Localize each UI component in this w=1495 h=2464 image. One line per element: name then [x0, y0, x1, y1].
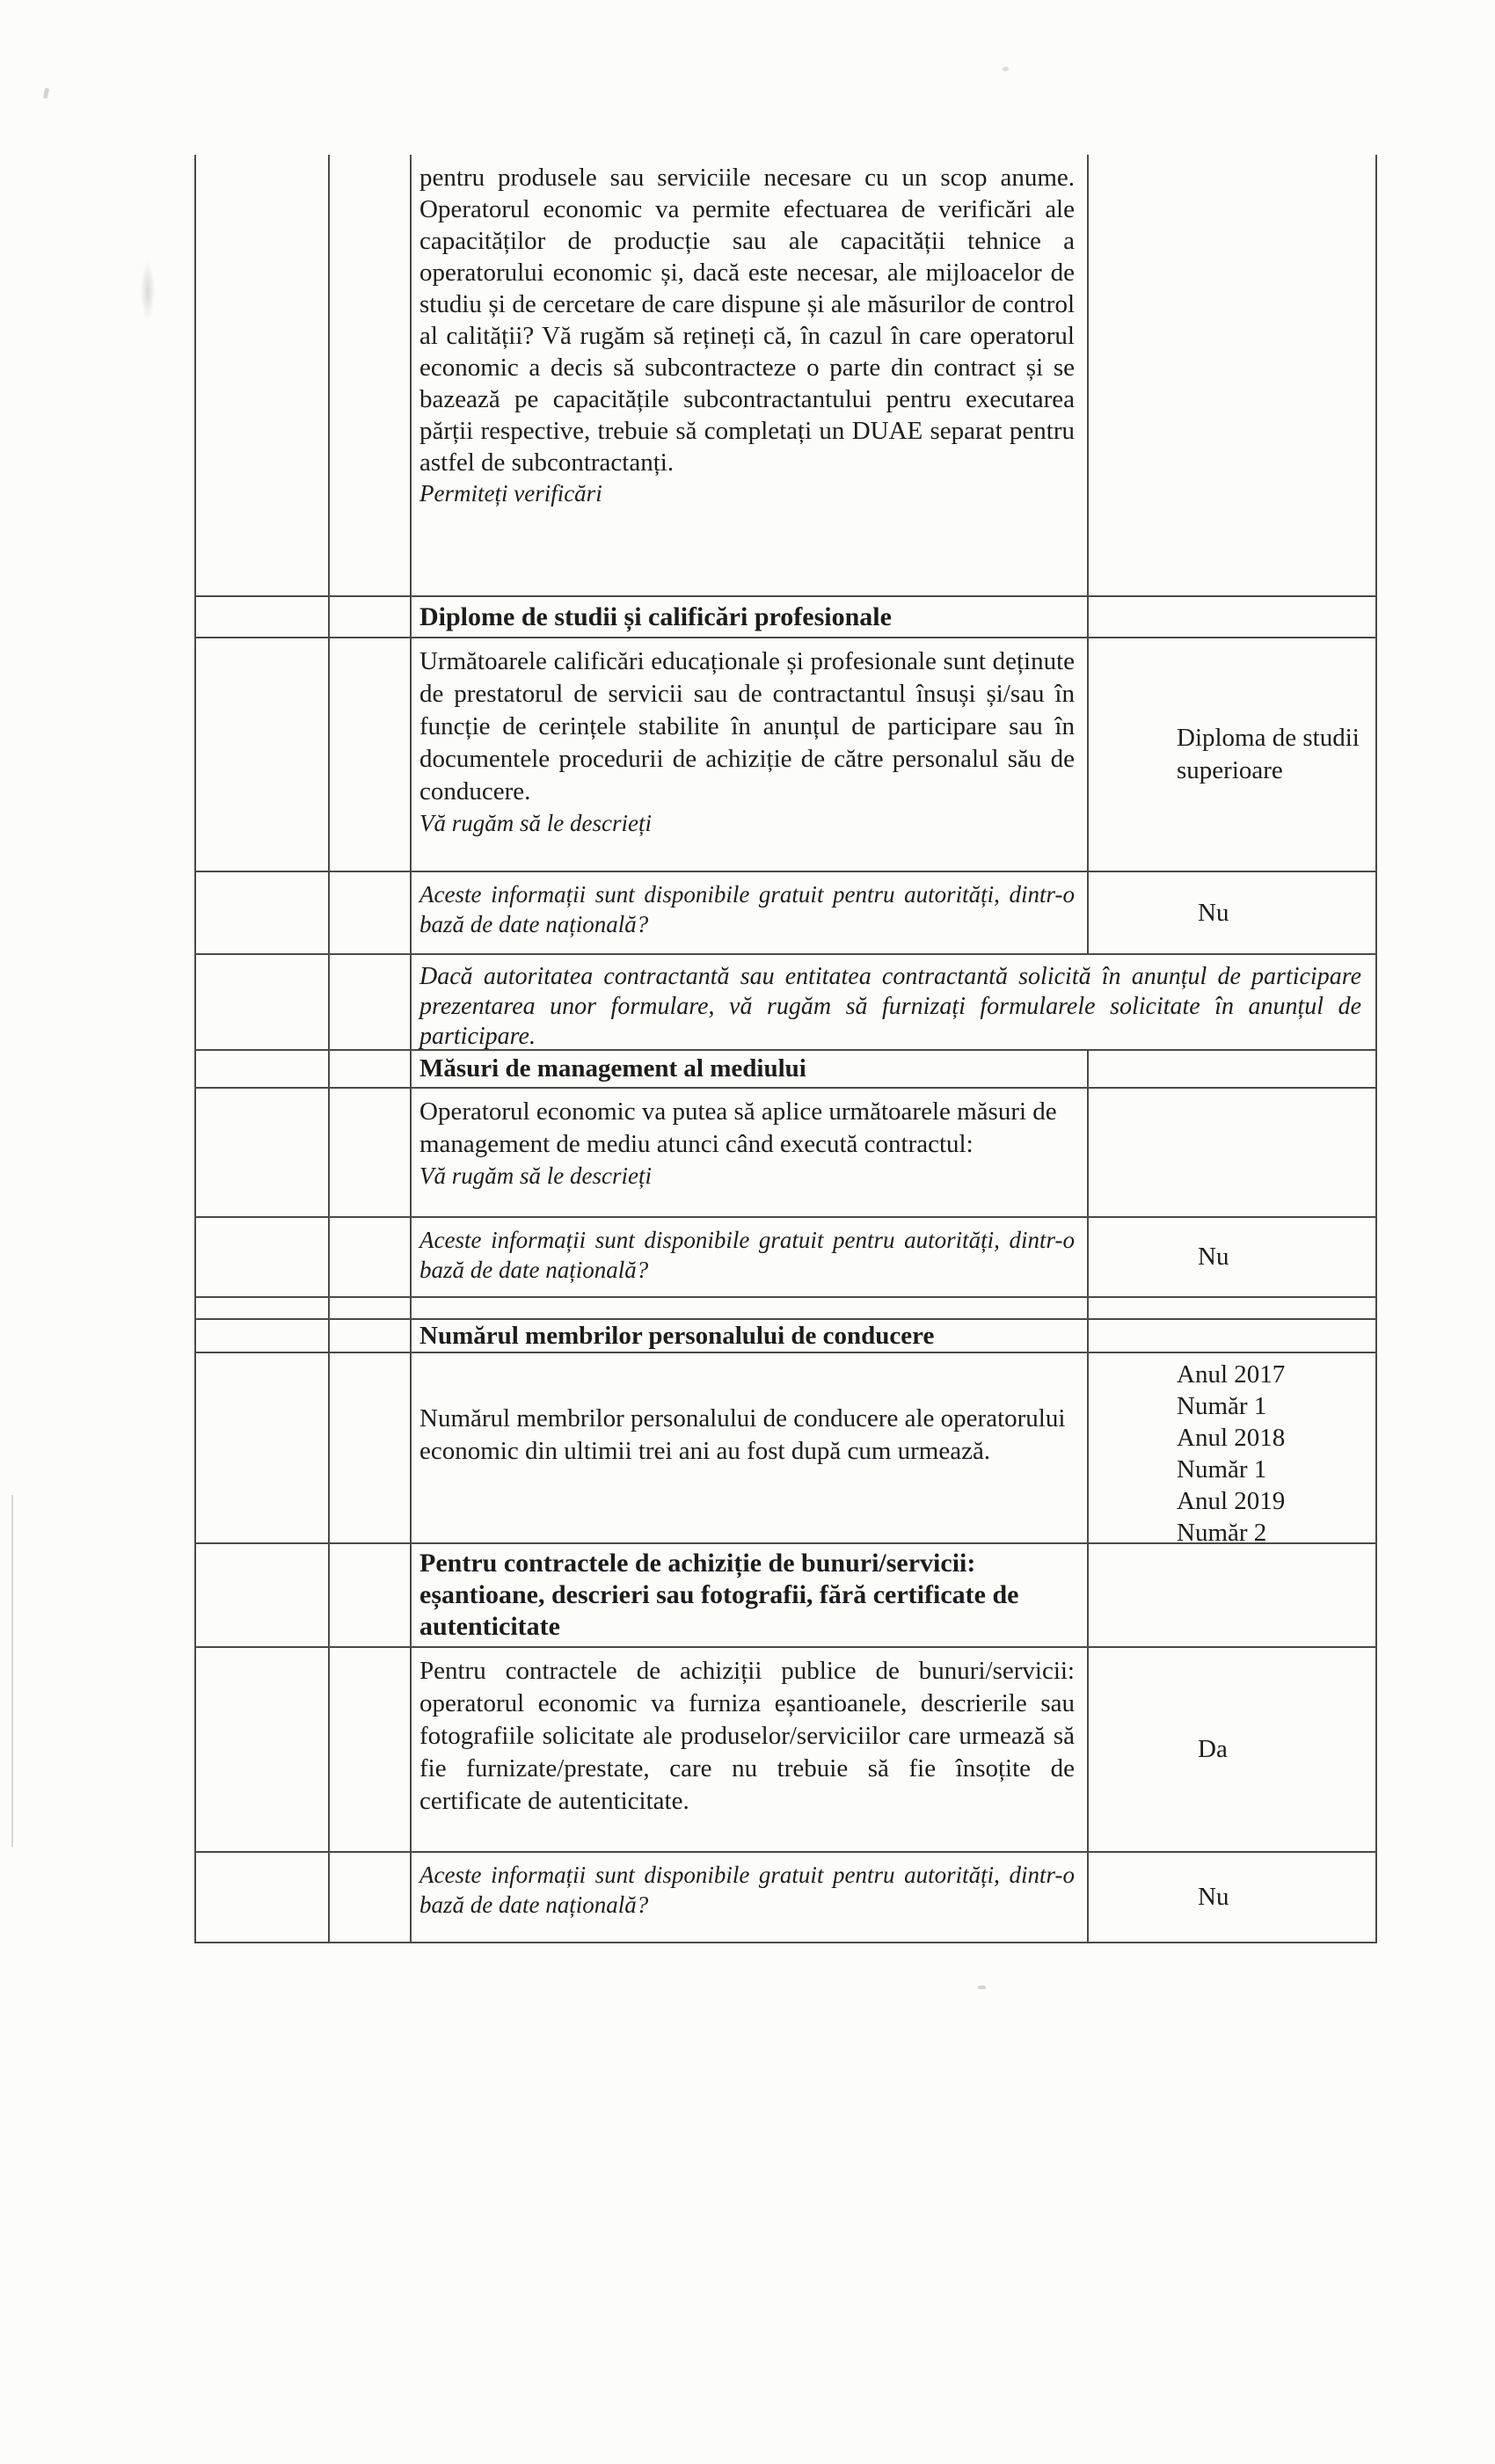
spacer-cell: [412, 1298, 1089, 1318]
contracte-answer: Da: [1198, 1735, 1228, 1763]
margin-cell: [196, 1853, 330, 1942]
margin-cell: [330, 1320, 412, 1352]
verification-cell: [412, 155, 1089, 595]
personal-cell: [412, 1353, 1089, 1542]
personal-header: Numărul membrilor personalului de conducere: [419, 1322, 935, 1350]
qualifications-answer-cell: [1089, 638, 1375, 871]
table-row-contracte-header: [196, 1544, 1375, 1648]
personal-answer-line: Număr 1: [1177, 1455, 1267, 1484]
availability-answer: Nu: [1198, 898, 1229, 927]
table-row-verification: [196, 155, 1375, 597]
masuri-header-cell: [412, 1051, 1089, 1087]
verification-note: Permiteți verificări: [419, 480, 602, 507]
margin-cell: [196, 155, 330, 595]
availability-question: Aceste informații sunt disponibile gratuit pentru autorități, dintr-o bază de date națională?: [419, 1227, 1075, 1283]
masuri-cell: [412, 1089, 1089, 1216]
margin-cell: [330, 872, 412, 953]
answer-cell: [1089, 1051, 1375, 1087]
diplome-header: Diplome de studii și calificări profesionale: [419, 602, 892, 631]
availability-answer-cell: [1089, 1853, 1375, 1942]
contracte-cell: [412, 1648, 1089, 1851]
qualifications-note: Vă rugăm să le descrieți: [419, 810, 652, 836]
margin-cell: [330, 1353, 412, 1542]
margin-cell: [330, 1648, 412, 1851]
qualifications-cell: [412, 638, 1089, 871]
margin-cell: [196, 597, 330, 637]
qualifications-answer: Diploma de studii superioare: [1177, 724, 1360, 784]
masuri-note: Vă rugăm să le descrieți: [419, 1163, 652, 1189]
table-row-qualifications: [196, 638, 1375, 872]
diplome-header-cell: [412, 597, 1089, 637]
margin-cell: [330, 597, 412, 637]
table-row-masuri: [196, 1089, 1375, 1218]
qualifications-text: Următoarele calificări educaționale și profesionale sunt deținute de prestatorul de servicii sau de contractantul însuși și/sau în funcție de cerințele stabilite în anunțul de participare sau în documentele procedurii de achiziție de către personalul său de conducere.: [419, 647, 1075, 806]
masuri-text: Operatorul economic va putea să aplice următoarele măsuri de management de mediu atunci când execută contractul:: [419, 1097, 1057, 1158]
formulare-note: Dacă autoritatea contractantă sau entitatea contractantă solicită în anunțul de participare prezentarea unor formulare, vă rugăm să furnizați formularele solicitate în anunțul de participare.: [419, 963, 1361, 1050]
margin-cell: [330, 1089, 412, 1216]
table-row-personal: [196, 1353, 1375, 1544]
verification-answer-cell: [1089, 155, 1375, 595]
availability-question: Aceste informații sunt disponibile gratuit pentru autorități, dintr-o bază de date națională?: [419, 1862, 1075, 1918]
availability-answer: Nu: [1198, 1883, 1229, 1911]
personal-text: Numărul membrilor personalului de conducere ale operatorului economic din ultimii trei ani au fost după cum urmează.: [419, 1404, 1066, 1465]
availability-answer-cell: [1089, 872, 1375, 953]
margin-cell: [196, 638, 330, 871]
table-row-availability-2: [196, 1218, 1375, 1298]
table-row-diplome-header: [196, 597, 1375, 638]
scan-edge-line: [11, 1495, 13, 1847]
masuri-answer-cell: [1089, 1089, 1375, 1216]
answer-cell: [1089, 1544, 1375, 1646]
personal-answer-line: Anul 2018: [1177, 1424, 1286, 1452]
personal-answer-line: Anul 2019: [1177, 1487, 1286, 1515]
availability-question: Aceste informații sunt disponibile gratuit pentru autorități, dintr-o bază de date națională?: [419, 881, 1075, 937]
spacer-cell: [1089, 1298, 1375, 1318]
table-row-contracte: [196, 1648, 1375, 1853]
answer-cell: [1089, 597, 1375, 637]
margin-cell: [196, 1218, 330, 1296]
table-row-personal-header: [196, 1320, 1375, 1353]
margin-cell: [330, 155, 412, 595]
personal-header-cell: [412, 1320, 1089, 1352]
table-row-spacer: [196, 1298, 1375, 1320]
contracte-header: Pentru contractele de achiziție de bunuri/servicii: eșantioane, descrieri sau fotografii, fără certificate de autenticitate: [419, 1549, 1019, 1641]
availability-question-cell: [412, 872, 1089, 953]
margin-cell: [196, 955, 330, 1049]
scan-smudge: [141, 260, 155, 322]
margin-cell: [330, 1218, 412, 1296]
availability-answer: Nu: [1198, 1243, 1229, 1271]
margin-cell: [196, 872, 330, 953]
verification-text: pentru produsele sau serviciile necesare cu un scop anume. Operatorul economic va permite efectuarea de verificări ale capacităților de producție sau ale capacității tehnice a operatorului economic și, dacă este necesar, ale mijloacelor de studiu și de cercetare de care dispune și ale măsurilor de control al calității? Vă rugăm să rețineți că, în cazul în care operatorul economic a decis să subcontracteze o parte din contract și se bazează pe capacitățile subcontractantului pentru executarea părții respective, trebuie să completați un DUAE separat pentru astfel de subcontractanți.: [419, 164, 1075, 477]
margin-cell: [196, 1648, 330, 1851]
personal-answer-line: Număr 2: [1177, 1519, 1267, 1544]
availability-question-cell: [412, 1218, 1089, 1296]
contracte-header-cell: [412, 1544, 1089, 1646]
margin-cell: [330, 1051, 412, 1087]
margin-cell: [196, 1298, 330, 1318]
scan-speck: [978, 1986, 986, 1989]
margin-cell: [330, 1853, 412, 1942]
duae-form-table: [194, 155, 1377, 1943]
margin-cell: [196, 1051, 330, 1087]
scan-speck: [43, 88, 49, 99]
availability-answer-cell: [1089, 1218, 1375, 1296]
margin-cell: [330, 638, 412, 871]
masuri-header: Măsuri de management al mediului: [419, 1054, 806, 1083]
table-row-availability-3: [196, 1853, 1375, 1943]
contracte-answer-cell: [1089, 1648, 1375, 1851]
formulare-cell: [412, 955, 1375, 1049]
table-row-masuri-header: [196, 1051, 1375, 1089]
margin-cell: [196, 1320, 330, 1352]
margin-cell: [196, 1089, 330, 1216]
availability-question-cell: [412, 1853, 1089, 1942]
table-row-formulare: [196, 955, 1375, 1051]
scan-speck: [1003, 67, 1009, 71]
margin-cell: [196, 1353, 330, 1542]
personal-answer-cell: [1089, 1353, 1375, 1542]
contracte-text: Pentru contractele de achiziții publice de bunuri/servicii: operatorul economic va furniza eșantioanele, descrierile sau fotografiile solicitate ale produselor/serviciilor care urmează să fie furnizate/prestate, care nu trebuie să fie însoțite de certificate de autenticitate.: [419, 1657, 1075, 1815]
margin-cell: [330, 1298, 412, 1318]
margin-cell: [196, 1544, 330, 1646]
margin-cell: [330, 955, 412, 1049]
answer-cell: [1089, 1320, 1375, 1352]
personal-answer-line: Număr 1: [1177, 1392, 1267, 1420]
margin-cell: [330, 1544, 412, 1646]
table-row-availability-1: [196, 872, 1375, 955]
personal-answer-line: Anul 2017: [1177, 1360, 1286, 1389]
